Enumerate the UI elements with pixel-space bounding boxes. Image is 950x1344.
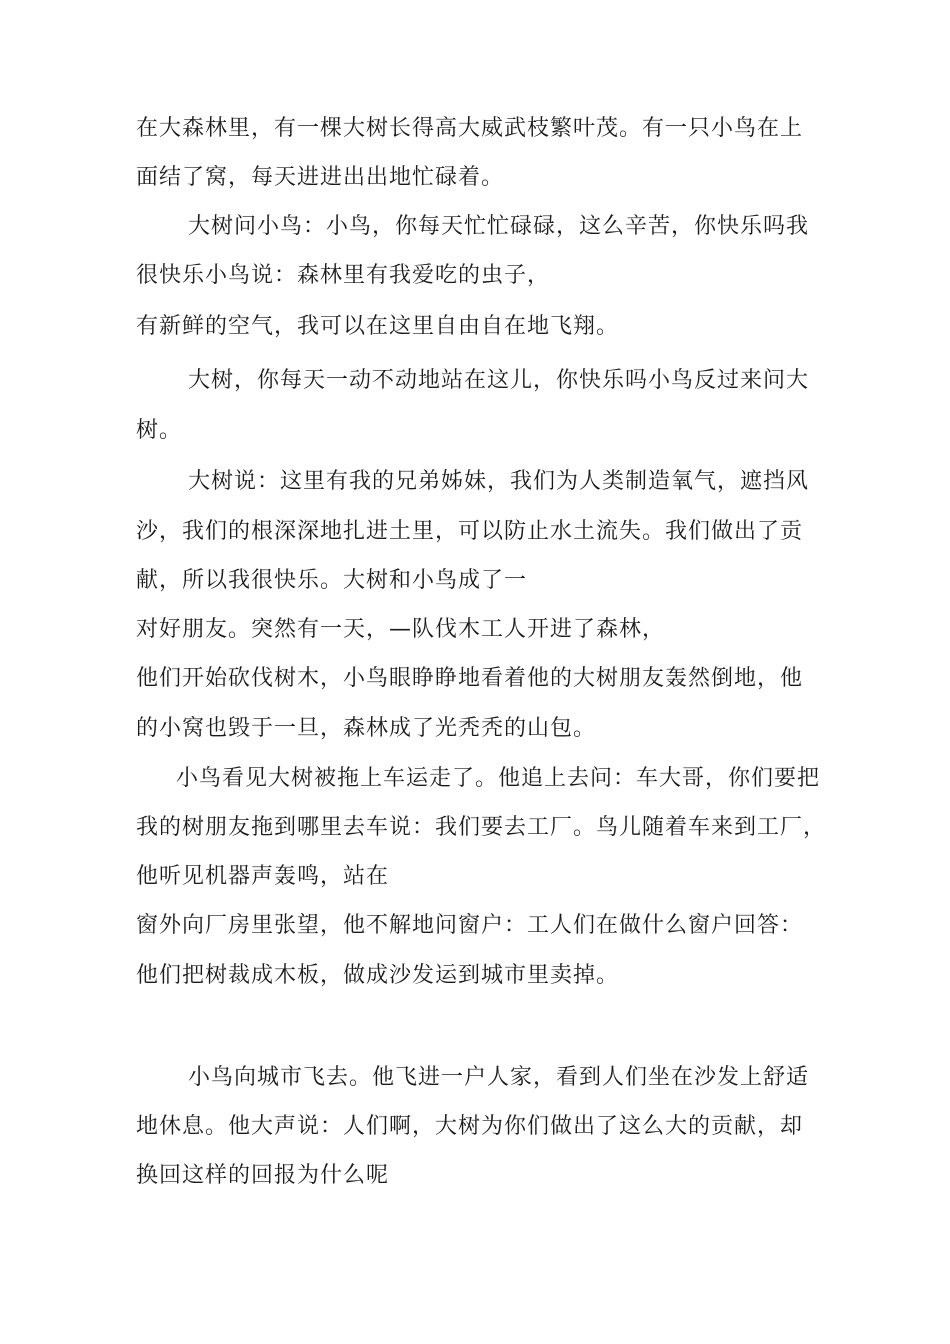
text-line: 的小窝也毁于一旦，森林成了光秃秃的山包。 — [136, 716, 597, 741]
text-line: 他们把树裁成木板，做成沙发运到城市里卖掉。 — [136, 963, 620, 988]
text-line: 有新鲜的空气，我可以在这里自由自在地飞翔。 — [136, 314, 620, 339]
text-line: 对好朋友。突然有一天，—队伐木工人开进了森林， — [136, 617, 666, 642]
text-line: 大树说：这里有我的兄弟姊妹，我们为人类制造氧气，遮挡风 — [188, 469, 810, 494]
text-line: 献，所以我很快乐。大树和小鸟成了一 — [136, 568, 528, 593]
text-line: 我的树朋友拖到哪里去车说：我们要去工厂。鸟儿随着车来到工厂， — [136, 815, 827, 840]
text-line: 沙，我们的根深深地扎进土里，可以防止水土流失。我们做出了贡 — [136, 519, 804, 544]
text-line: 小鸟向城市飞去。他飞进一户人家，看到人们坐在沙发上舒适 — [188, 1065, 810, 1090]
text-line: 大树问小鸟：小鸟，你每天忙忙碌碌，这么辛苦，你快乐吗我 — [188, 214, 810, 239]
text-line: 大树，你每天一动不动地站在这儿，你快乐吗小鸟反过来问大 — [188, 368, 810, 393]
text-line: 他听见机器声轰鸣，站在 — [136, 864, 390, 889]
text-line: 在大森林里，有一棵大树长得高大威武枝繁叶茂。有一只小鸟在上 — [136, 116, 804, 141]
text-line: 面结了窝，每天进进出出地忙碌着。 — [136, 165, 505, 190]
text-line: 换回这样的回报为什么呢 — [136, 1163, 390, 1188]
text-line: 窗外向厂房里张望，他不解地问窗户：工人们在做什么窗户回答： — [136, 913, 804, 938]
text-line: 他们开始砍伐树木，小鸟眼睁睁地看着他的大树朋友轰然倒地，他 — [136, 666, 804, 691]
text-line: 地休息。他大声说：人们啊，大树为你们做出了这么大的贡献，却 — [136, 1114, 804, 1139]
text-line: 小鸟看见大树被拖上车运走了。他追上去问：车大哥，你们要把 — [176, 766, 821, 791]
text-line: 很快乐小鸟说：森林里有我爱吃的虫子， — [136, 263, 551, 288]
text-line: 树。 — [136, 418, 183, 443]
